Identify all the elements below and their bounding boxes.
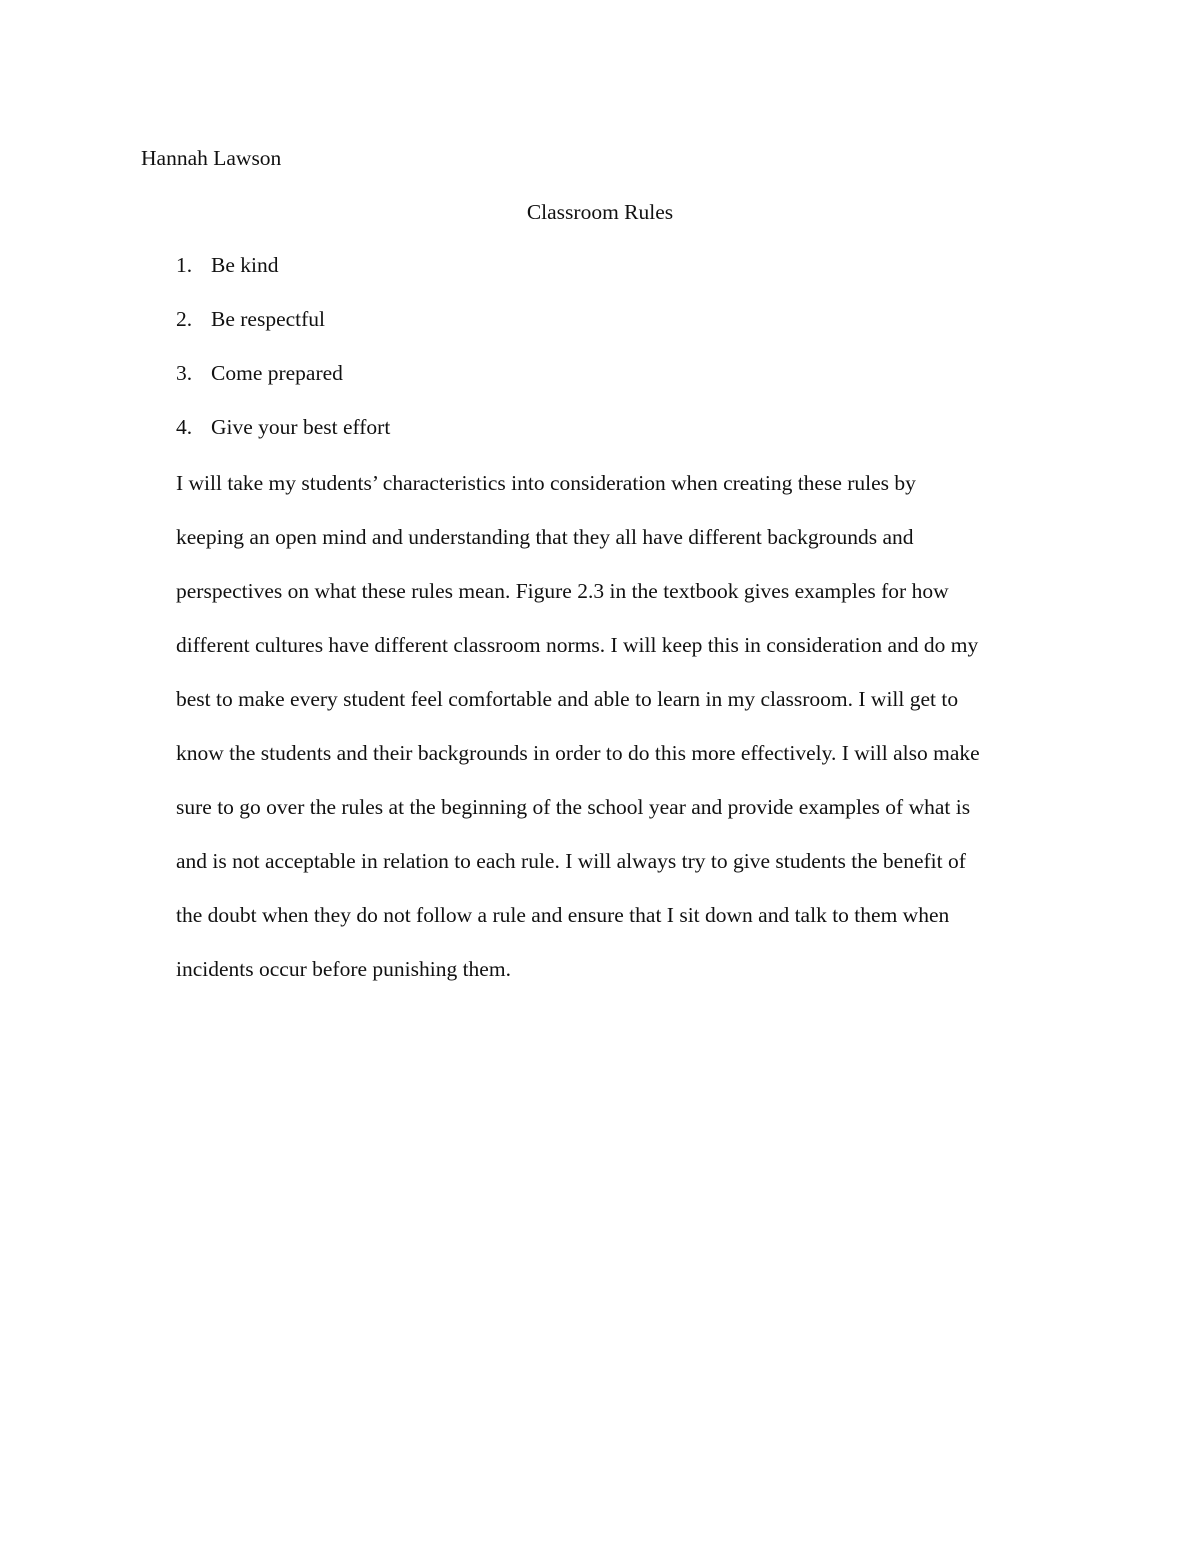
paragraph-line: perspectives on what these rules mean. Figure 2.3 in the textbook gives examples for how — [176, 579, 949, 603]
paragraph-line: sure to go over the rules at the beginning of the school year and provide examples of what is — [176, 795, 971, 819]
rule-item — [176, 413, 390, 467]
body-paragraph — [176, 469, 1076, 1009]
paragraph-line: and is not acceptable in relation to each rule. I will always try to give students the benefit of — [176, 849, 966, 873]
rule-text: Be kind — [211, 253, 279, 277]
paragraph-line: know the students and their backgrounds in order to do this more effectively. I will also make — [176, 741, 980, 765]
rules-list — [176, 251, 390, 467]
rule-item — [176, 305, 390, 359]
rule-text: Be respectful — [211, 307, 326, 331]
paragraph-line: I will take my students’ characteristics into consideration when creating these rules by — [176, 471, 916, 495]
paragraph-line: different cultures have different classroom norms. I will keep this in consideration and do my — [176, 633, 979, 657]
rule-number: 1. — [176, 253, 193, 277]
paragraph-line: keeping an open mind and understanding that they all have different backgrounds and — [176, 525, 914, 549]
rule-item — [176, 251, 390, 305]
paragraph-line: incidents occur before punishing them. — [176, 957, 511, 981]
rule-number: 3. — [176, 361, 193, 385]
paragraph-line: the doubt when they do not follow a rule and ensure that I sit down and talk to them when — [176, 903, 950, 927]
rule-item — [176, 359, 390, 413]
rule-text: Come prepared — [211, 361, 343, 385]
rule-number: 4. — [176, 415, 193, 439]
rule-text: Give your best effort — [211, 415, 391, 439]
rule-number: 2. — [176, 307, 193, 331]
paragraph-line: best to make every student feel comfortable and able to learn in my classroom. I will get to — [176, 687, 959, 711]
document-title: Classroom Rules — [526, 200, 674, 224]
author-name: Hannah Lawson — [141, 146, 282, 170]
